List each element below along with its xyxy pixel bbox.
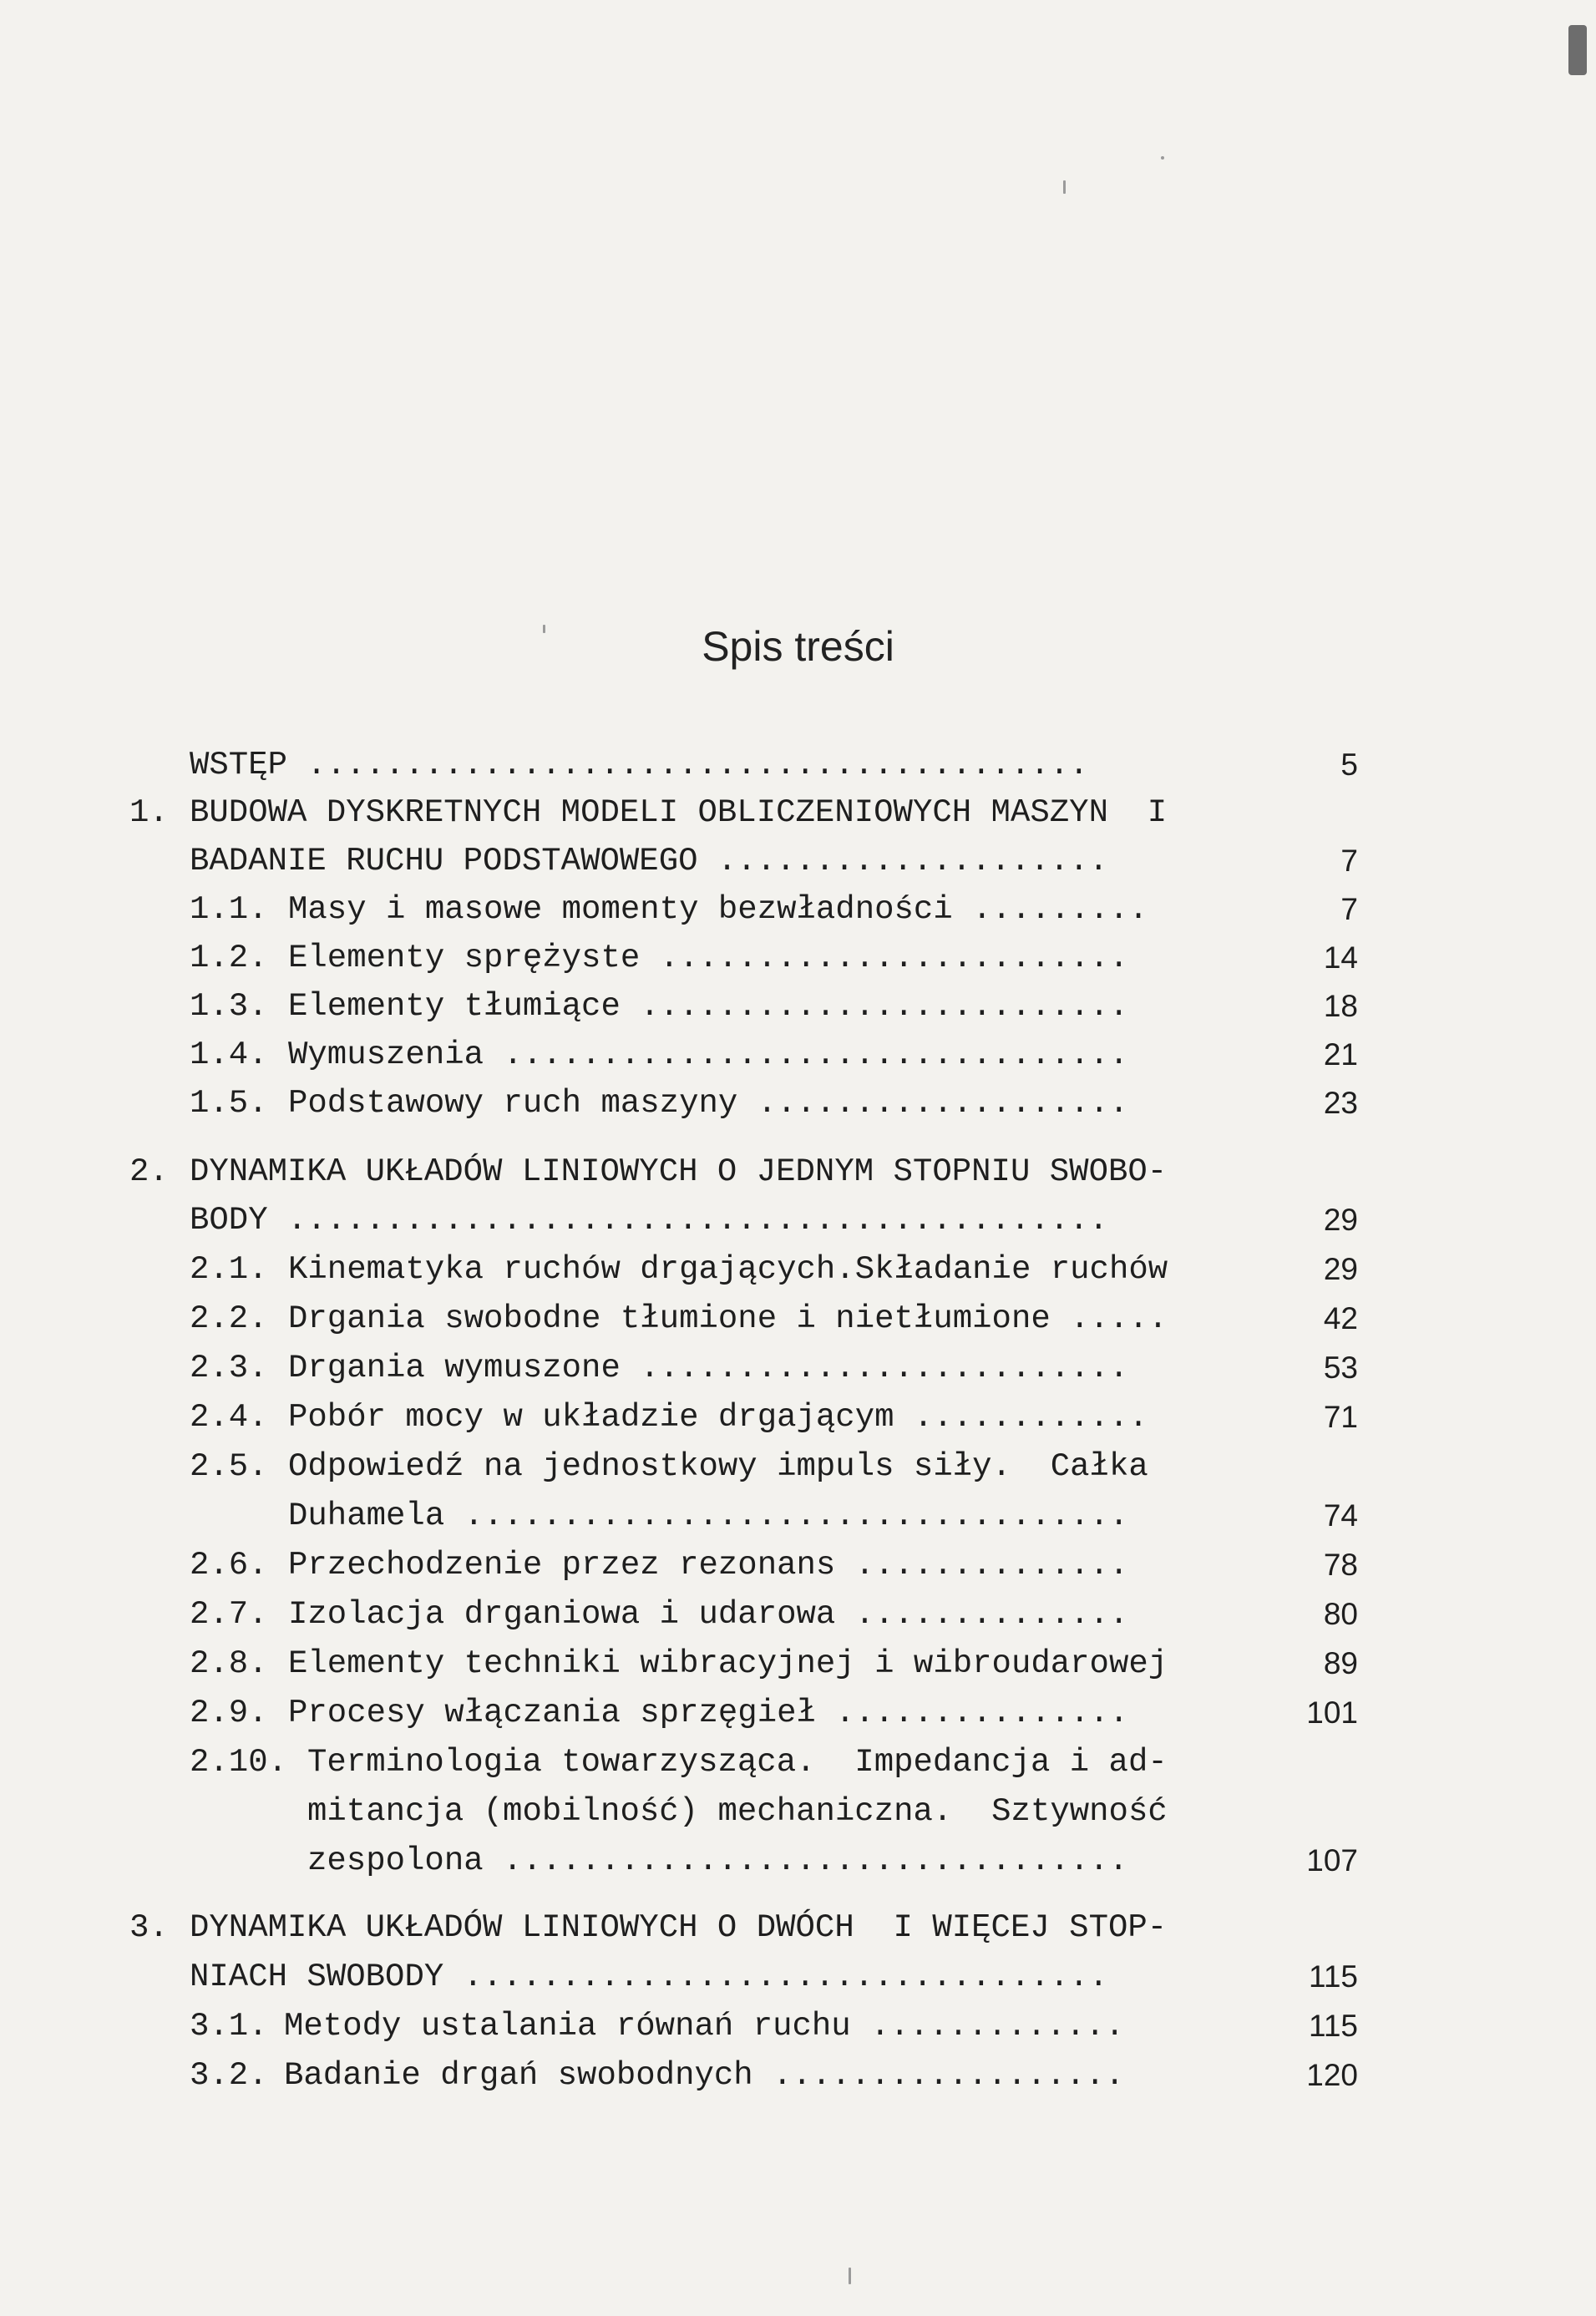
toc-page-number: 23	[1323, 1086, 1358, 1120]
toc-entry	[0, 1030, 1596, 1080]
toc-entry	[0, 1078, 1596, 1128]
toc-entry	[0, 1952, 1596, 2002]
toc-entry-text: Metody ustalania równań ruchu .............	[284, 2008, 1125, 2045]
toc-entry-text: Elementy techniki wibracyjnej i wibroudarowej	[288, 1645, 1168, 1682]
toc-entry-number: 1.1.	[190, 891, 268, 928]
toc-entry-text: DYNAMIKA UKŁADÓW LINIOWYCH O JEDNYM STOPNIU SWOBO-	[190, 1153, 1168, 1190]
toc-entry-number: 1.3.	[190, 988, 268, 1025]
toc-page-number: 42	[1323, 1301, 1358, 1335]
toc-entry-number: 2.5.	[190, 1448, 268, 1485]
toc-page-number: 120	[1306, 2058, 1358, 2092]
toc-entry-text: Procesy włączania sprzęgieł ...............	[288, 1695, 1129, 1731]
toc-page-number: 21	[1323, 1037, 1358, 1072]
page-title: Spis treści	[702, 623, 894, 670]
toc-page-number: 7	[1340, 844, 1358, 878]
scan-speck	[543, 625, 545, 633]
toc-entry-text: WSTĘP ........................................	[190, 747, 1089, 783]
toc-entry	[0, 1294, 1596, 1344]
toc-entry-text: mitancja (mobilność) mechaniczna. Sztywność	[307, 1793, 1168, 1830]
toc-entry-number: 2.7.	[190, 1596, 268, 1633]
toc-entry-text: Elementy tłumiące .........................	[288, 988, 1129, 1025]
toc-entry-number: 2.2.	[190, 1300, 268, 1337]
toc-entry-number: 2.9.	[190, 1695, 268, 1731]
toc-entry	[0, 1491, 1596, 1541]
toc-entry	[0, 1836, 1596, 1886]
toc-entry-number: 2.3.	[190, 1350, 268, 1386]
scan-speck	[1161, 156, 1164, 160]
toc-entry-text: Elementy sprężyste ........................	[288, 940, 1129, 976]
toc-entry-text: Podstawowy ruch maszyny ...................	[288, 1085, 1129, 1122]
toc-entry-text: Wymuszenia ................................	[288, 1036, 1129, 1073]
toc-page-number: 71	[1323, 1400, 1358, 1434]
toc-entry-number: 1.	[129, 794, 169, 831]
toc-entry-text: BADANIE RUCHU PODSTAWOWEGO ....................	[190, 843, 1108, 879]
toc-entry	[0, 2001, 1596, 2051]
toc-entry-number: 1.2.	[190, 940, 268, 976]
toc-entry-text: Duhamela ..................................	[288, 1498, 1129, 1534]
toc-entry-text: BODY ..........................................	[190, 1202, 1108, 1239]
toc-page-number: 7	[1340, 892, 1358, 926]
toc-entry	[0, 1639, 1596, 1689]
toc-entry	[0, 2050, 1596, 2101]
toc-page-number: 5	[1340, 748, 1358, 782]
toc-entry-text: zespolona ................................	[307, 1842, 1128, 1879]
toc-entry	[0, 884, 1596, 935]
toc-page-number: 89	[1323, 1646, 1358, 1680]
toc-entry	[0, 1147, 1596, 1197]
toc-entry	[0, 1589, 1596, 1639]
toc-page-number: 14	[1323, 940, 1358, 975]
toc-entry	[0, 788, 1596, 838]
toc-page-number: 74	[1323, 1498, 1358, 1533]
toc-entry	[0, 981, 1596, 1031]
toc-page-number: 53	[1323, 1351, 1358, 1385]
toc-entry-number: 3.1.	[190, 2008, 268, 2045]
toc-entry-number: 3.	[129, 1909, 169, 1946]
toc-entry	[0, 1195, 1596, 1245]
toc-entry-text: Kinematyka ruchów drgających.Składanie ruchów	[288, 1251, 1168, 1288]
toc-entry-text: NIACH SWOBODY .................................	[190, 1959, 1108, 1995]
toc-entry-text: Badanie drgań swobodnych ..................	[284, 2057, 1125, 2094]
toc-entry-number: 2.6.	[190, 1547, 268, 1584]
toc-entry-number: 2.4.	[190, 1399, 268, 1436]
scan-speck	[1063, 180, 1066, 194]
toc-entry-text: Drgania swobodne tłumione i nietłumione .....	[288, 1300, 1168, 1337]
toc-entry-number: 3.2.	[190, 2057, 268, 2094]
toc-page-number: 18	[1323, 989, 1358, 1023]
toc-entry	[0, 1392, 1596, 1442]
toc-entry-number: 2.10.	[190, 1744, 288, 1781]
toc-entry	[0, 1688, 1596, 1738]
toc-entry	[0, 740, 1596, 790]
toc-page-number: 80	[1323, 1597, 1358, 1631]
toc-entry-number: 2.8.	[190, 1645, 268, 1682]
toc-entry-text: DYNAMIKA UKŁADÓW LINIOWYCH O DWÓCH I WIĘCEJ STOP-	[190, 1909, 1168, 1946]
toc-entry-text: Drgania wymuszone .........................	[288, 1350, 1129, 1386]
toc-entry	[0, 1737, 1596, 1787]
toc-entry	[0, 1903, 1596, 1953]
toc-entry	[0, 1442, 1596, 1492]
toc-entry-text: Pobór mocy w układzie drgającym ............	[288, 1399, 1148, 1436]
toc-entry	[0, 1786, 1596, 1837]
toc-page-number: 29	[1323, 1252, 1358, 1286]
toc-entry-text: Odpowiedź na jednostkowy impuls siły. Całka	[288, 1448, 1148, 1485]
toc-entry	[0, 1244, 1596, 1295]
toc-entry-text: Izolacja drganiowa i udarowa ..............	[288, 1596, 1129, 1633]
toc-page-number: 115	[1309, 1959, 1358, 1994]
scan-speck	[849, 2268, 851, 2284]
toc-entry	[0, 1343, 1596, 1393]
toc-entry-text: Masy i masowe momenty bezwładności .........	[288, 891, 1148, 928]
toc-page-number: 29	[1323, 1203, 1358, 1237]
scan-edge-mark	[1568, 25, 1587, 75]
toc-entry-text: Przechodzenie przez rezonans ..............	[288, 1547, 1129, 1584]
toc-entry-number: 1.5.	[190, 1085, 268, 1122]
toc-page-number: 107	[1306, 1843, 1358, 1878]
toc-entry-text: BUDOWA DYSKRETNYCH MODELI OBLICZENIOWYCH MASZYN I	[190, 794, 1168, 831]
toc-page-number: 78	[1323, 1548, 1358, 1582]
toc-entry	[0, 836, 1596, 886]
toc-entry-number: 2.1.	[190, 1251, 268, 1288]
toc-entry	[0, 1540, 1596, 1590]
toc-entry-number: 2.	[129, 1153, 169, 1190]
toc-page-number: 101	[1306, 1695, 1358, 1730]
toc-entry-number: 1.4.	[190, 1036, 268, 1073]
toc-page-number: 115	[1309, 2009, 1358, 2043]
toc-entry	[0, 933, 1596, 983]
toc-entry-text: Terminologia towarzysząca. Impedancja i ad-	[307, 1744, 1168, 1781]
